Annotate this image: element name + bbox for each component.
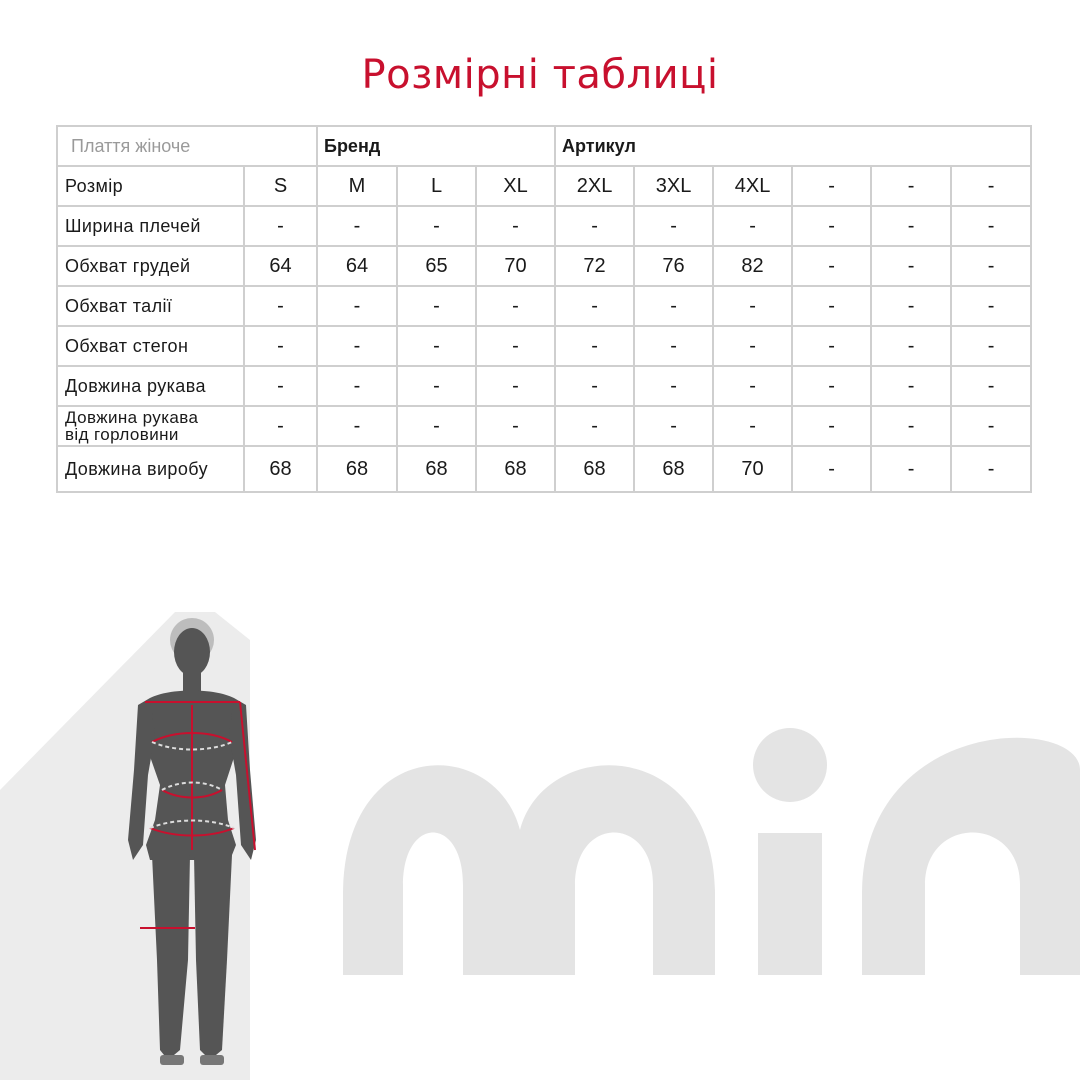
table-cell: -: [634, 366, 713, 406]
table-cell: -: [951, 286, 1031, 326]
table-row: [57, 246, 1031, 286]
table-cell: -: [317, 326, 397, 366]
table-cell: -: [634, 406, 713, 446]
table-cell: -: [555, 326, 634, 366]
table-cell: 4XL: [713, 166, 792, 206]
table-cell: -: [792, 246, 871, 286]
table-cell: -: [317, 206, 397, 246]
table-cell: -: [792, 446, 871, 492]
table-cell: 82: [713, 246, 792, 286]
table-cell: -: [476, 206, 555, 246]
table-cell: 65: [397, 246, 476, 286]
table-cell: -: [713, 406, 792, 446]
table-cell: 68: [555, 446, 634, 492]
table-cell: -: [476, 406, 555, 446]
table-cell: -: [397, 366, 476, 406]
table-cell: -: [244, 326, 317, 366]
table-cell: -: [951, 166, 1031, 206]
table-row: [57, 326, 1031, 366]
table-cell: -: [397, 406, 476, 446]
table-cell: -: [792, 366, 871, 406]
table-cell: 64: [317, 246, 397, 286]
table-cell: -: [555, 286, 634, 326]
table-cell: 68: [634, 446, 713, 492]
table-cell: 68: [397, 446, 476, 492]
table-cell: M: [317, 166, 397, 206]
size-table: [56, 125, 1032, 493]
figure-right-foot: [200, 1055, 224, 1065]
table-cell: -: [634, 326, 713, 366]
table-cell: -: [951, 406, 1031, 446]
table-cell: 68: [317, 446, 397, 492]
table-cell: -: [871, 406, 951, 446]
table-row: [57, 406, 1031, 446]
row-label: Ширина плечей: [57, 206, 244, 246]
table-cell: -: [951, 366, 1031, 406]
table-cell: -: [871, 206, 951, 246]
table-cell: -: [871, 366, 951, 406]
product-name: Плаття жіноче: [57, 126, 317, 166]
table-cell: -: [713, 206, 792, 246]
table-cell: -: [634, 286, 713, 326]
figure-neck: [183, 672, 201, 692]
table-cell: 64: [244, 246, 317, 286]
table-cell: 3XL: [634, 166, 713, 206]
row-label: Обхват талії: [57, 286, 244, 326]
table-cell: -: [713, 366, 792, 406]
row-label: Довжина рукава: [57, 366, 244, 406]
logo-letter-i-stem: [758, 833, 822, 975]
table-row: [57, 206, 1031, 246]
table-cell: -: [871, 286, 951, 326]
table-cell: -: [476, 366, 555, 406]
table-cell: -: [713, 286, 792, 326]
row-label: Обхват грудей: [57, 246, 244, 286]
row-label: Розмір: [57, 166, 244, 206]
table-cell: -: [871, 446, 951, 492]
table-cell: -: [555, 406, 634, 446]
table-cell: 68: [244, 446, 317, 492]
table-cell: -: [792, 286, 871, 326]
table-cell: -: [871, 166, 951, 206]
table-header-row: [57, 126, 1031, 166]
table-row: [57, 166, 1031, 206]
table-cell: 70: [476, 246, 555, 286]
table-row: [57, 286, 1031, 326]
figure-left-foot: [160, 1055, 184, 1065]
table-cell: -: [555, 206, 634, 246]
table-cell: -: [951, 206, 1031, 246]
table-cell: -: [792, 406, 871, 446]
table-cell: 72: [555, 246, 634, 286]
table-cell: L: [397, 166, 476, 206]
table-cell: -: [244, 206, 317, 246]
logo-letter-i-dot: [753, 728, 827, 802]
table-cell: -: [244, 406, 317, 446]
table-cell: -: [244, 366, 317, 406]
row-label: Обхват стегон: [57, 326, 244, 366]
table-cell: 2XL: [555, 166, 634, 206]
table-cell: -: [792, 166, 871, 206]
article-label: Артикул: [555, 126, 1031, 166]
min-logo: [343, 728, 1080, 975]
row-label: Довжина виробу: [57, 446, 244, 492]
page-title: Розмірні таблиці: [361, 52, 719, 98]
logo-letter-n: [862, 738, 1080, 975]
table-cell: -: [951, 246, 1031, 286]
row-label: [57, 406, 244, 446]
table-cell: 68: [476, 446, 555, 492]
table-cell: -: [555, 366, 634, 406]
table-cell: -: [713, 326, 792, 366]
table-cell: -: [397, 206, 476, 246]
table-cell: -: [476, 326, 555, 366]
table-cell: -: [317, 286, 397, 326]
table-row: [57, 446, 1031, 492]
table-cell: -: [476, 286, 555, 326]
table-row: [57, 366, 1031, 406]
row-label-line: Довжина рукава: [65, 408, 199, 427]
table-cell: -: [634, 206, 713, 246]
table-cell: 70: [713, 446, 792, 492]
table-cell: -: [317, 366, 397, 406]
table-cell: 76: [634, 246, 713, 286]
table-cell: -: [951, 446, 1031, 492]
brand-label: Бренд: [317, 126, 555, 166]
table-cell: -: [871, 326, 951, 366]
table-cell: S: [244, 166, 317, 206]
table-cell: -: [397, 286, 476, 326]
figure-head: [174, 628, 210, 676]
table-cell: XL: [476, 166, 555, 206]
table-cell: -: [792, 326, 871, 366]
logo-letter-m: [343, 765, 715, 975]
table-cell: -: [951, 326, 1031, 366]
table-cell: -: [792, 206, 871, 246]
row-label-line: від горловини: [65, 425, 179, 444]
table-cell: -: [244, 286, 317, 326]
table-cell: -: [871, 246, 951, 286]
background-artwork: [0, 540, 1080, 1080]
table-cell: -: [317, 406, 397, 446]
table-cell: -: [397, 326, 476, 366]
